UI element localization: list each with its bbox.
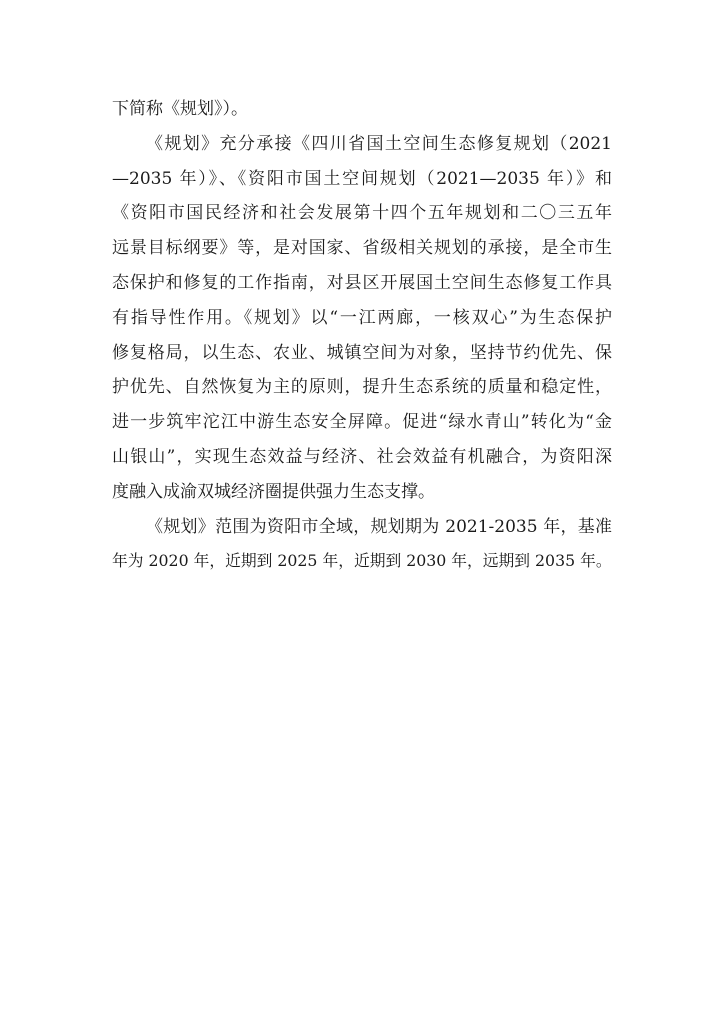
paragraph-2-line-4: 远景目标纲要》等，是对国家、省级相关规划的承接，是全市生 bbox=[112, 238, 612, 259]
document-body bbox=[112, 92, 612, 579]
paragraph-2-line-8: 护优先、自然恢复为主的原则，提升生态系统的质量和稳定性， bbox=[112, 377, 612, 398]
paragraph-2-line-9: 进一步筑牢沱江中游生态安全屏障。促进“绿水青山”转化为“金 bbox=[112, 412, 612, 433]
paragraph-1-line-1: 下简称《规划》）。 bbox=[112, 99, 248, 119]
paragraph-2-line-10: 山银山”，实现生态效益与经济、社会效益有机融合，为资阳深 bbox=[112, 446, 612, 467]
paragraph-2-line-2: —2035 年）》、《资阳市国土空间规划（2021—2035 年）》和 bbox=[112, 168, 612, 189]
paragraph-2-line-6: 有指导性作用。《规划》以“一江两廊，一核双心”为生态保护 bbox=[112, 307, 612, 328]
paragraph-3-line-1: 《规划》范围为资阳市全域，规划期为 2021-2035 年，基准 bbox=[146, 516, 612, 537]
paragraph-2-line-7: 修复格局，以生态、农业、城镇空间为对象，坚持节约优先、保 bbox=[112, 342, 612, 363]
paragraph-2-line-5: 态保护和修复的工作指南，对县区开展国土空间生态修复工作具 bbox=[112, 272, 612, 293]
paragraph-3-line-2: 年为 2020 年，近期到 2025 年，近期到 2030 年，远期到 2035 年。 bbox=[112, 551, 612, 571]
paragraph-2-line-3: 《资阳市国民经济和社会发展第十四个五年规划和二〇三五年 bbox=[112, 203, 612, 224]
paragraph-2-line-1: 《规划》充分承接《四川省国土空间生态修复规划（2021 bbox=[146, 133, 612, 154]
paragraph-2-line-11: 度融入成渝双城经济圈提供强力生态支撑。 bbox=[112, 481, 435, 502]
